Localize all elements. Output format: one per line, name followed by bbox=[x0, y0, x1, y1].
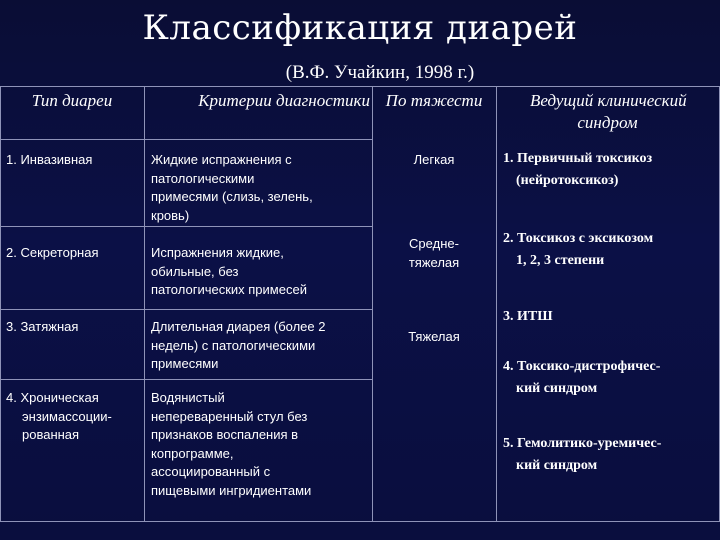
criteria-line: ассоциированный с bbox=[151, 464, 271, 479]
criteria-line: примесями (слизь, зелень, bbox=[151, 189, 313, 204]
type-line: 4. Хроническая bbox=[6, 390, 99, 405]
syndrome-line: 4. Токсико-дистрофичес- bbox=[503, 359, 661, 374]
syndrome-2 bbox=[503, 228, 717, 272]
criteria-line: копрограмме, bbox=[151, 445, 234, 461]
criteria-line: кровь) bbox=[151, 207, 190, 223]
syndrome-line: кий синдром bbox=[516, 458, 598, 473]
type-line: 3. Затяжная bbox=[6, 319, 79, 334]
severity-moderate bbox=[372, 235, 496, 272]
type-line: 2. Секреторная bbox=[6, 245, 99, 260]
syndrome-line: 3. ИТШ bbox=[503, 309, 553, 324]
classification-table bbox=[0, 86, 720, 522]
header-syndrome-line1: Ведущий клинический bbox=[530, 91, 687, 110]
table-border-left bbox=[0, 87, 1, 522]
row-criteria-secretory bbox=[151, 244, 369, 300]
criteria-line: патологическими bbox=[151, 170, 255, 186]
row-criteria-invasive bbox=[151, 151, 369, 225]
type-line: 1. Инвазивная bbox=[6, 152, 93, 167]
syndrome-3 bbox=[503, 306, 717, 328]
severity-line: Средне- bbox=[409, 236, 459, 251]
type-line: энзимассоции- bbox=[22, 408, 112, 424]
syndrome-4 bbox=[503, 356, 717, 400]
criteria-line: признаков воспаления в bbox=[151, 427, 299, 442]
criteria-line: обильные, без bbox=[151, 263, 239, 279]
table-border-bottom bbox=[0, 521, 720, 522]
header-severity: По тяжести bbox=[385, 91, 483, 110]
header-syndrome-line2: синдром bbox=[577, 113, 638, 132]
row-divider bbox=[0, 309, 372, 310]
criteria-line: непереваренный стул без bbox=[151, 408, 308, 424]
criteria-line: Водянистый bbox=[151, 390, 225, 405]
row-criteria-prolonged bbox=[151, 318, 369, 374]
severity-line: тяжелая bbox=[408, 254, 460, 270]
severity-mild bbox=[372, 151, 496, 170]
criteria-line: патологических примесей bbox=[151, 282, 307, 297]
severity-severe bbox=[372, 328, 496, 347]
criteria-line: Испражнения жидкие, bbox=[151, 245, 284, 260]
syndrome-5 bbox=[503, 433, 717, 477]
row-divider bbox=[0, 379, 372, 380]
row-type-chronic bbox=[6, 389, 142, 445]
severity-line: Легкая bbox=[413, 152, 455, 167]
header-type: Тип диареи bbox=[31, 91, 113, 110]
row-criteria-chronic bbox=[151, 389, 369, 500]
slide-subtitle: (В.Ф. Учайкин, 1998 г.) bbox=[285, 62, 475, 83]
syndrome-line: 5. Гемолитико-уремичес- bbox=[503, 436, 662, 451]
column-divider bbox=[496, 87, 497, 522]
header-criteria: Критерии диагностики bbox=[198, 91, 370, 110]
row-divider bbox=[0, 139, 372, 140]
syndrome-line: (нейротоксикоз) bbox=[516, 173, 619, 188]
type-line: рованная bbox=[22, 427, 80, 442]
criteria-line: Длительная диарея (более 2 bbox=[151, 319, 326, 334]
syndrome-line: 1, 2, 3 степени bbox=[516, 253, 605, 268]
slide-title: Классификация диарей bbox=[142, 8, 578, 48]
row-type-prolonged bbox=[6, 318, 142, 337]
criteria-line: примесями bbox=[151, 356, 219, 371]
column-divider bbox=[144, 87, 145, 522]
syndrome-line: кий синдром bbox=[516, 381, 598, 396]
row-type-invasive bbox=[6, 151, 142, 170]
row-divider bbox=[0, 226, 372, 227]
row-type-secretory bbox=[6, 244, 142, 263]
severity-line: Тяжелая bbox=[408, 329, 460, 344]
syndrome-line: 1. Первичный токсикоз bbox=[503, 151, 653, 166]
criteria-line: Жидкие испражнения с bbox=[151, 152, 292, 167]
criteria-line: недель) с патологическими bbox=[151, 337, 316, 353]
criteria-line: пищевыми ингридиентами bbox=[151, 482, 312, 498]
syndrome-line: 2. Токсикоз с эксикозом bbox=[503, 231, 654, 246]
syndrome-1 bbox=[503, 148, 717, 192]
